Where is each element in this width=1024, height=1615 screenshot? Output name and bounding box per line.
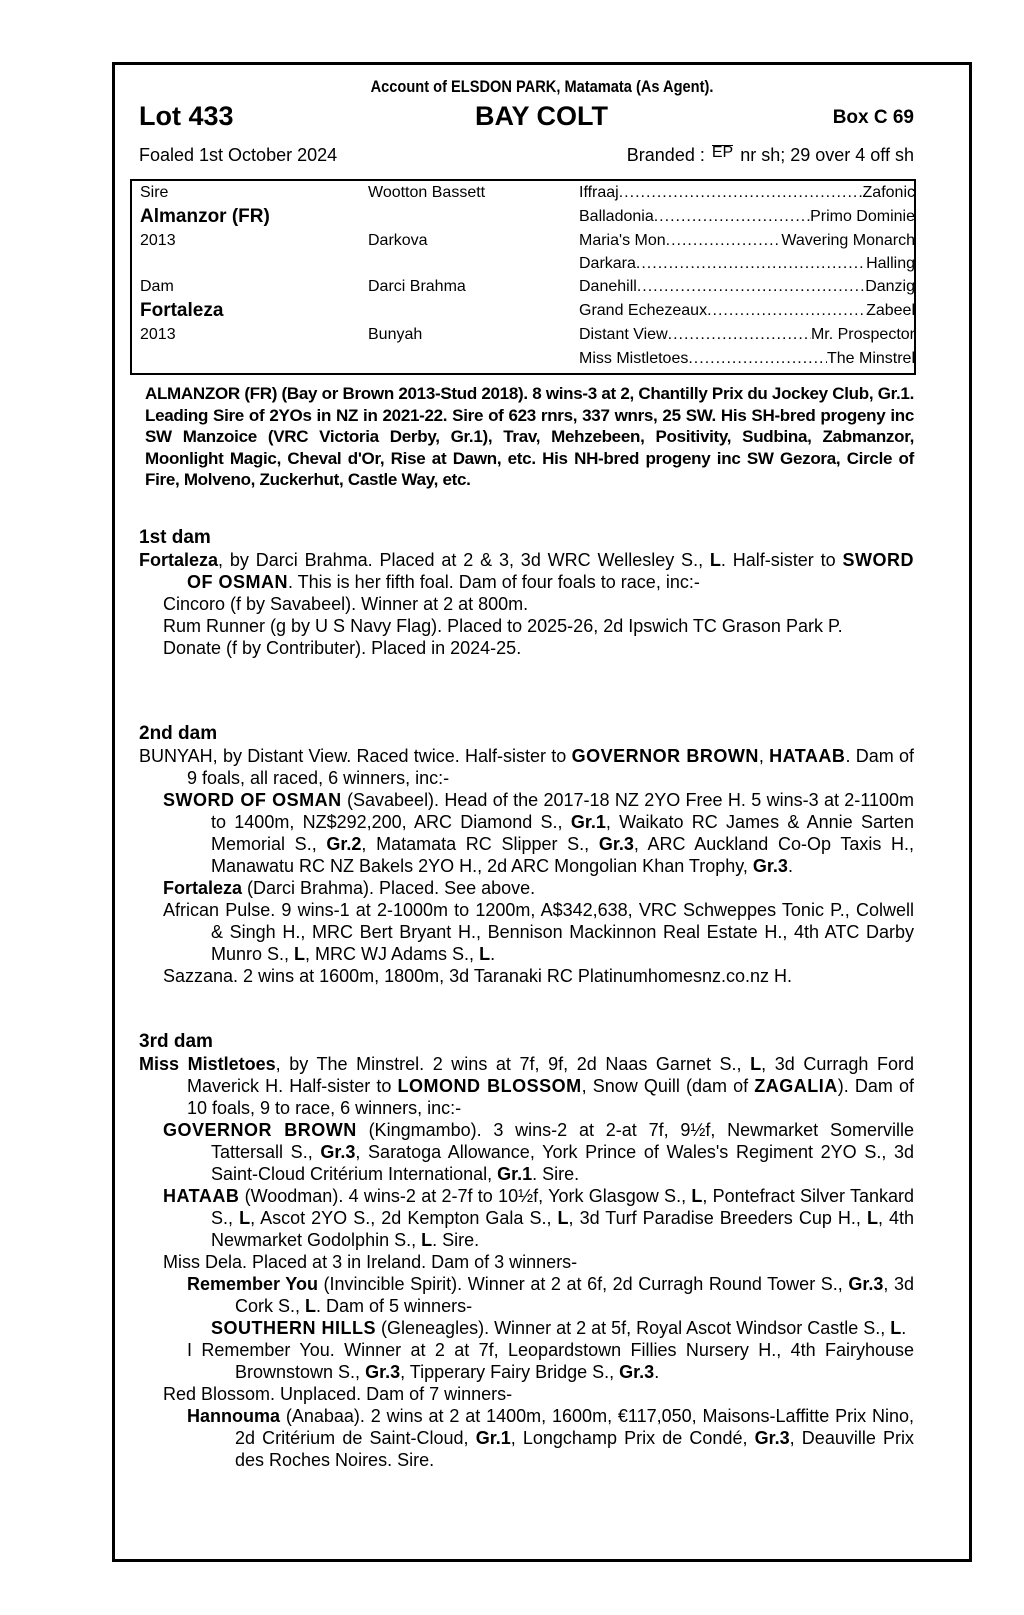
text: . Sire. [532, 1164, 580, 1184]
dam-dam: Bunyah [368, 326, 423, 343]
progeny-entry: Red Blossom. Unplaced. Dam of 7 winners- [163, 1384, 513, 1404]
text: , [758, 746, 770, 766]
grandparent-row [579, 302, 915, 320]
half-sibling-name: SWORD OF OSMAN [187, 550, 914, 592]
grand-right: Danzig [865, 278, 915, 295]
leader-dots [707, 302, 866, 320]
second-dam-section [139, 745, 914, 987]
text: , 4th Newmarket Godolphin S., [211, 1208, 915, 1250]
sire-year: 2013 [140, 232, 176, 249]
grand-left: Danehill [579, 278, 637, 295]
text: African Pulse. 9 wins-1 at 2-1000m to 1200m, A$342,638, VRC Schweppes Tonic P., Colwell & Singh H., MRC Bert Bryant H., Bennison Mackinnon Real Estate H., 4th ATC Darby Munro S., [163, 900, 914, 964]
text: , Pontefract Silver Tankard S., [211, 1186, 914, 1228]
grand-right: Halling [866, 255, 915, 272]
progeny-entry: Sazzana. 2 wins at 1600m, 1800m, 3d Taranaki RC Platinumhomesnz.co.nz H. [163, 966, 792, 986]
listed-badge: L [421, 1230, 433, 1250]
sire-summary: ALMANZOR (FR) (Bay or Brown 2013-Stud 2018). 8 wins-3 at 2, Chantilly Prix du Jockey Club, Gr.1. Leading Sire of 2YOs in NZ in 2021-22. Sire of 623 rnrs, 337 wnrs, 25 SW. His SH-bred progeny inc SW Manzoice (VRC Victoria Derby, Gr.1), Trav, Mehzebeen, Positivity, Sudbina, Zabmanzor, Moonlight Magic, Cheval d'Or, Rise at Dawn, etc. His NH-bred progeny inc SW Gezora, Circle of Fire, Molveno, Zuckerhut, Castle Way, etc. [145, 384, 914, 489]
third-dam-name: Miss Mistletoes [139, 1054, 276, 1074]
foaled-date: Foaled 1st October 2024 [139, 145, 338, 165]
group-badge: Gr.1 [475, 1428, 511, 1448]
listed-badge: L [557, 1208, 569, 1228]
text: , Deauville Prix des Roches Noires. Sire. [235, 1428, 914, 1470]
leader-dots [688, 350, 827, 368]
text: . [787, 856, 793, 876]
second-dam-entry [139, 745, 914, 789]
grandparent-row [579, 184, 915, 202]
progeny-name: Fortaleza [163, 878, 243, 898]
grand-left: Iffraaj [579, 184, 619, 201]
grand-left: Darkara [579, 255, 636, 272]
lot-header [139, 101, 914, 135]
text: , Saratoga Allowance, York Prince of Wales's Regiment 2YO S., 3d Saint-Cloud Critérium International, [211, 1142, 914, 1184]
listed-badge: L [239, 1208, 251, 1228]
great-grand-progeny-entry [139, 1317, 914, 1339]
leader-dots [666, 232, 782, 250]
foal-entry: Cincoro (f by Savabeel). Winner at 2 at 800m. [163, 594, 529, 614]
second-dam-title: 2nd dam [139, 723, 218, 744]
text: , Tipperary Fairy Bridge S., [400, 1362, 620, 1382]
first-dam-title: 1st dam [139, 527, 211, 548]
group-badge: Gr.3 [598, 834, 634, 854]
progeny-name: SOUTHERN HILLS [211, 1318, 377, 1338]
listed-badge: L [709, 550, 721, 570]
grand-progeny-entry [139, 1339, 914, 1383]
grand-right: Primo Dominie [810, 208, 915, 225]
grand-progeny-entry [139, 1405, 914, 1471]
sire-label: Sire [140, 184, 169, 201]
listed-badge: L [691, 1186, 703, 1206]
first-dam-section [139, 549, 914, 659]
text: , ARC Auckland Co-Op Taxis H., Manawatu RC NZ Bakels 2YO H., 2d ARC Mongolian Khan Trophy, [211, 834, 915, 876]
progeny-name: HATAAB [163, 1186, 240, 1206]
progeny-name: Hannouma [187, 1406, 281, 1426]
listed-badge: L [750, 1054, 762, 1074]
brand-mark-icon: EP [711, 144, 734, 161]
stakes-winner-name: ZAGALIA [754, 1076, 838, 1096]
text: . Sire. [432, 1230, 480, 1250]
dam-sire: Darci Brahma [368, 278, 466, 295]
text: , by The Minstrel. 2 wins at 7f, 9f, 2d Naas Garnet S., [275, 1054, 751, 1074]
leader-dots [636, 255, 866, 273]
vendor-account: Account of ELSDON PARK, Matamata (As Agent). [370, 77, 714, 96]
grandparent-row [579, 326, 915, 344]
progeny-entry: Miss Dela. Placed at 3 in Ireland. Dam of 3 winners- [163, 1252, 578, 1272]
listed-badge: L [305, 1296, 317, 1316]
grand-right: Wavering Monarch [781, 232, 915, 249]
listed-badge: L [479, 944, 491, 964]
catalogue-page [112, 62, 972, 1562]
box-number: Box C 69 [832, 107, 914, 128]
group-badge: Gr.3 [752, 856, 788, 876]
group-badge: Gr.1 [570, 812, 606, 832]
text: , Snow Quill (dam of [581, 1076, 755, 1096]
progeny-entry [139, 789, 914, 877]
grand-right: The Minstrel [826, 350, 915, 367]
half-sibling-name: GOVERNOR BROWN [571, 746, 759, 766]
text: , Waikato RC James & Annie Sarten Memorial S., [211, 812, 914, 854]
progeny-entry [139, 1119, 914, 1185]
grandparent-row [579, 255, 915, 273]
sire-dam: Darkova [368, 232, 428, 249]
half-sibling-name: LOMOND BLOSSOM [397, 1076, 582, 1096]
text: , 3d Curragh Ford Maverick H. Half-sister to [187, 1054, 914, 1096]
text: , 3d Cork S., [235, 1274, 914, 1316]
brand-details: nr sh; 29 over 4 off sh [740, 145, 914, 165]
group-badge: Gr.2 [326, 834, 362, 854]
leader-dots [668, 326, 811, 344]
text: . [901, 1318, 907, 1338]
grand-left: Distant View [579, 326, 668, 343]
grand-left: Balladonia [579, 208, 654, 225]
brand-info [627, 145, 914, 166]
text: . Dam of 9 foals, all raced, 6 winners, inc:- [187, 746, 914, 788]
text: . [490, 944, 496, 964]
lot-title: BAY COLT [474, 101, 609, 131]
text: , Ascot 2YO S., 2d Kempton Gala S., [250, 1208, 558, 1228]
first-dam-entry [139, 549, 914, 593]
text: . This is her fifth foal. Dam of four foals to race, inc:- [288, 572, 700, 592]
text: , MRC WJ Adams S., [305, 944, 480, 964]
text: , Matamata RC Slipper S., [361, 834, 599, 854]
group-badge: Gr.3 [365, 1362, 401, 1382]
progeny-entry [139, 877, 914, 899]
text: BUNYAH, by Distant View. Raced twice. Half-sister to [139, 746, 572, 766]
text: , by Darci Brahma. Placed at 2 & 3, 3d WRC Wellesley S., [218, 550, 710, 570]
text: (Invincible Spirit). Winner at 2 at 6f, 2d Curragh Round Tower S., [317, 1274, 849, 1294]
progeny-name: SWORD OF OSMAN [163, 790, 342, 810]
text: . [654, 1362, 660, 1382]
grandparent-row [579, 208, 915, 226]
grandparent-row [579, 232, 915, 250]
group-badge: Gr.3 [754, 1428, 790, 1448]
leader-dots [619, 184, 863, 202]
text: , Longchamp Prix de Condé, [510, 1428, 755, 1448]
listed-badge: L [890, 1318, 902, 1338]
foal-entry: Rum Runner (g by U S Navy Flag). Placed to 2025-26, 2d Ipswich TC Grason Park P. [163, 616, 843, 636]
grand-right: Mr. Prospector [810, 326, 915, 343]
group-badge: Gr.3 [619, 1362, 655, 1382]
text: ). Dam of 10 foals, 9 to race, 6 winners, inc:- [187, 1076, 914, 1118]
dam-year: 2013 [140, 326, 176, 343]
grandparent-row [579, 278, 915, 296]
text: , 3d Turf Paradise Breeders Cup H., [568, 1208, 867, 1228]
progeny-name: GOVERNOR BROWN [163, 1120, 357, 1140]
leader-dots [637, 278, 865, 296]
half-sibling-name: HATAAB [769, 746, 846, 766]
grand-left: Miss Mistletoes [579, 350, 689, 367]
third-dam-title: 3rd dam [139, 1031, 213, 1052]
group-badge: Gr.3 [848, 1274, 884, 1294]
dam-label: Dam [140, 278, 174, 295]
listed-badge: L [866, 1208, 878, 1228]
text: (Gleneagles). Winner at 2 at 5f, Royal Ascot Windsor Castle S., [376, 1318, 891, 1338]
foal-entry: Donate (f by Contributer). Placed in 2024-25. [163, 638, 522, 658]
text: . Half-sister to [720, 550, 843, 570]
lot-number: Lot 433 [139, 101, 234, 131]
group-badge: Gr.3 [320, 1142, 356, 1162]
text: (Savabeel). Head of the 2017-18 NZ 2YO Free H. 5 wins-3 at 2-1100m to 1400m, NZ$292,200, ARC Diamond S., [211, 790, 914, 832]
group-badge: Gr.1 [497, 1164, 533, 1184]
text: (Kingmambo). 3 wins-2 at 2-at 7f, 9½f, Newmarket Somerville Tattersall S., [211, 1120, 914, 1162]
grand-progeny-entry [139, 1273, 914, 1317]
grand-right: Zabeel [866, 302, 915, 319]
branded-label: Branded : [626, 145, 705, 165]
dam-name: Fortaleza [140, 300, 224, 321]
third-dam-section [139, 1053, 914, 1471]
listed-badge: L [294, 944, 306, 964]
text: (Anabaa). 2 wins at 2 at 1400m, 1600m, €117,050, Maisons-Laffitte Prix Nino, 2d Critérium de Saint-Cloud, [235, 1406, 914, 1448]
text: (Woodman). 4 wins-2 at 2-7f to 10½f, York Glasgow S., [239, 1186, 692, 1206]
text: . Dam of 5 winners- [316, 1296, 473, 1316]
grandparent-row [579, 350, 915, 368]
text: I Remember You. Winner at 2 at 7f, Leopardstown Fillies Nursery H., 4th Fairyhouse Brownstown S., [187, 1340, 914, 1382]
grand-left: Maria's Mon [579, 232, 666, 249]
text: (Darci Brahma). Placed. See above. [242, 878, 536, 898]
third-dam-entry [139, 1053, 914, 1119]
pedigree-table [130, 179, 916, 375]
sire-name: Almanzor (FR) [140, 206, 270, 227]
progeny-entry [139, 899, 914, 965]
grand-left: Grand Echezeaux [579, 302, 708, 319]
sire-sire: Wootton Bassett [368, 184, 486, 201]
first-dam-name: Fortaleza [139, 550, 219, 570]
progeny-name: Remember You [187, 1274, 318, 1294]
progeny-entry [139, 1185, 914, 1251]
leader-dots [654, 208, 810, 226]
grand-right: Zafonic [862, 184, 915, 201]
